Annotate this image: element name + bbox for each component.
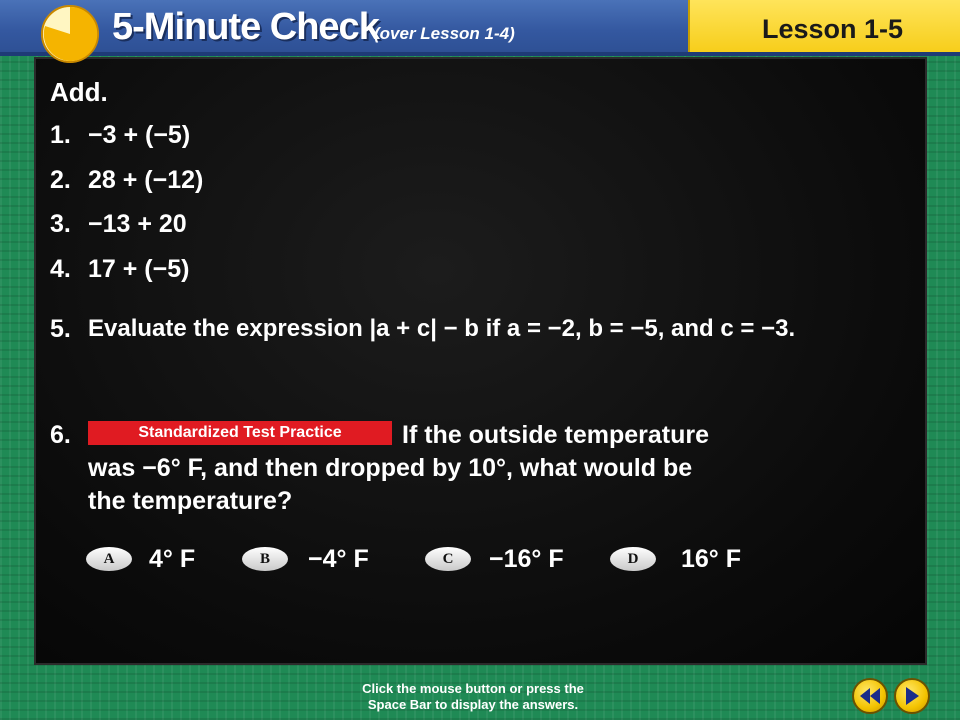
- back-arrow-icon: [859, 687, 881, 705]
- instruction-line: Space Bar to display the answers.: [367, 697, 579, 712]
- problem-number: 2.: [50, 166, 71, 194]
- clock-icon: [40, 4, 100, 64]
- previous-slide-button[interactable]: [852, 678, 888, 714]
- board-heading: Add.: [50, 77, 108, 107]
- instruction-line: Click the mouse button or press the: [362, 681, 584, 696]
- choice-a-value: 4° F: [149, 545, 196, 573]
- problem-text: Evaluate the expression |a + c| − b if a = −2, b = −5, and c = −3.: [88, 315, 796, 342]
- next-slide-button[interactable]: [894, 678, 930, 714]
- question-text: If the outside temperature: [402, 421, 709, 449]
- choice-b-value: −4° F: [308, 545, 369, 573]
- title-bar: [0, 0, 960, 56]
- slide-title: 5-Minute Check: [112, 6, 379, 48]
- forward-arrow-icon: [903, 686, 921, 706]
- problem-number: 5.: [50, 315, 71, 343]
- problem-text: 17 + (−5): [88, 255, 190, 283]
- question-text: was −6° F, and then dropped by 10°, what would be: [88, 454, 693, 482]
- choice-d-value: 16° F: [681, 545, 742, 573]
- problem-text: −13 + 20: [88, 210, 187, 238]
- problem-text: −3 + (−5): [88, 121, 191, 149]
- problem-number: 3.: [50, 210, 71, 238]
- lesson-label: Lesson 1-5: [762, 14, 904, 44]
- problem-text: 28 + (−12): [88, 166, 204, 194]
- choice-a-button[interactable]: A: [86, 547, 132, 571]
- choice-b-button[interactable]: B: [242, 547, 288, 571]
- choice-c-button[interactable]: C: [425, 547, 471, 571]
- problem-number: 1.: [50, 121, 71, 149]
- question-text: the temperature?: [88, 487, 293, 515]
- chalkboard: [34, 57, 927, 665]
- standardized-test-badge: Standardized Test Practice: [88, 421, 392, 445]
- problem-number: 4.: [50, 255, 71, 283]
- instruction-note: [300, 681, 646, 713]
- choice-c-value: −16° F: [489, 545, 564, 573]
- problem-number: 6.: [50, 421, 71, 449]
- lesson-badge: [688, 0, 960, 56]
- slide-subtitle: (over Lesson 1-4): [374, 24, 515, 43]
- choice-d-button[interactable]: D: [610, 547, 656, 571]
